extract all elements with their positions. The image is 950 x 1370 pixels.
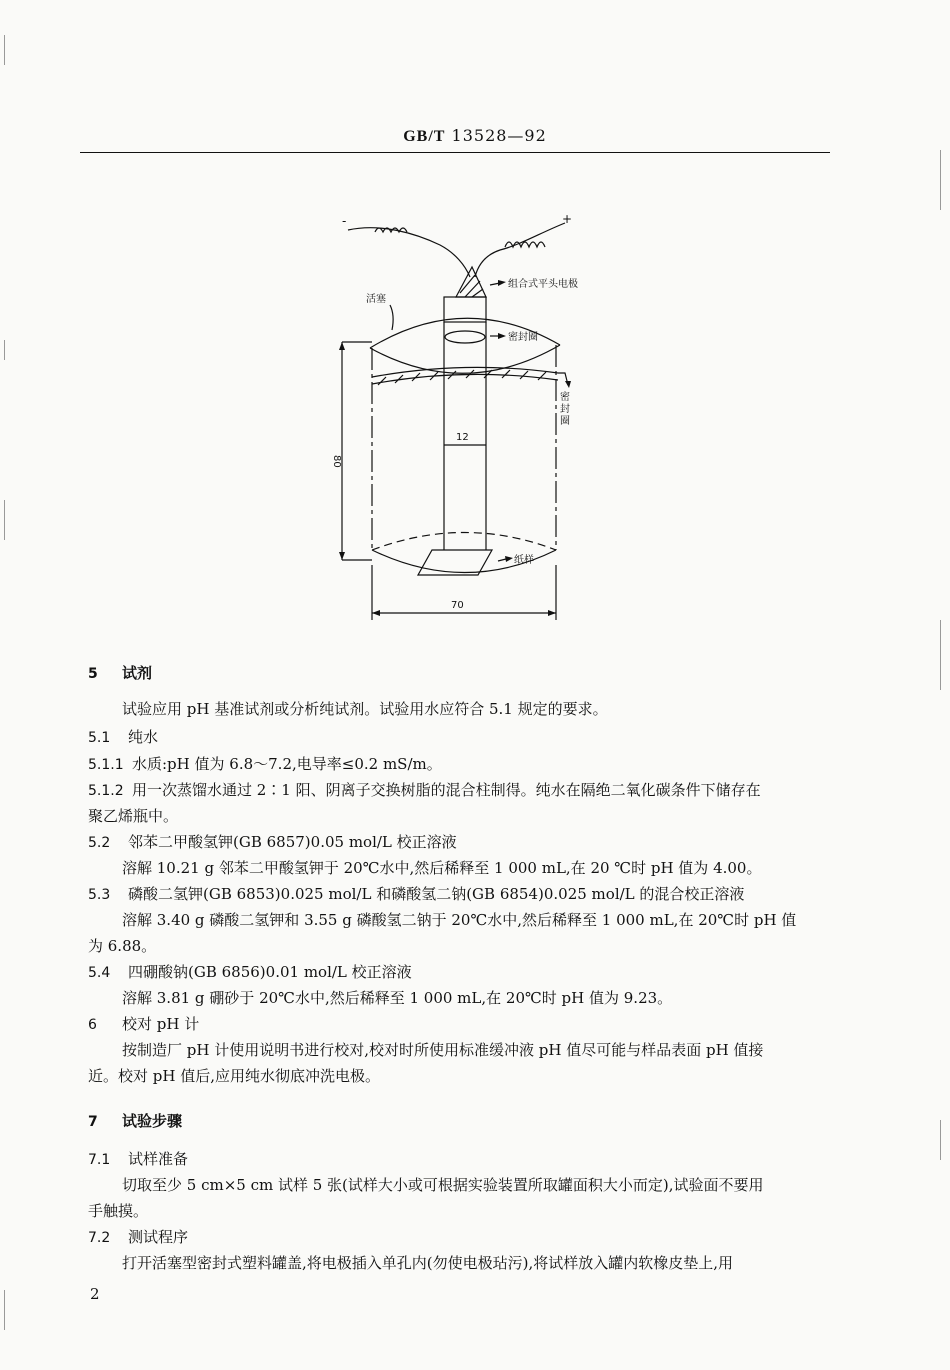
height-dim-label: 80 (331, 455, 342, 468)
subsection-heading (88, 727, 158, 748)
seal-ring-top (445, 331, 485, 343)
scan-mark (4, 500, 5, 540)
electrode-label: 组合式平头电极 (508, 279, 578, 290)
section-title: 纯水 (128, 728, 159, 746)
subsection-heading (88, 1149, 188, 1170)
paragraph: 试验应用 pH 基准试剂或分析纯试剂。试验用水应符合 5.1 规定的要求。 (122, 700, 608, 718)
standard-number: 13528—92 (451, 126, 547, 145)
electrode-dim-label: 12 (456, 432, 469, 443)
width-dim-label: 70 (451, 600, 464, 611)
section-number: 5.2 (88, 835, 111, 851)
paragraph: 溶解 3.81 g 硼砂于 20℃水中,然后稀释至 1 000 mL,在 20℃时 pH 值为 9.23。 (122, 989, 673, 1007)
section-number: 5.1.2 (88, 783, 124, 799)
section-6-heading (88, 1014, 199, 1035)
seal-side-label-2: 封 (560, 404, 570, 415)
scan-mark (4, 1290, 5, 1330)
subsection-heading (88, 884, 744, 905)
section-7-heading (88, 1111, 182, 1132)
section-number: 5 (88, 666, 98, 682)
paragraph: 近。校对 pH 值后,应用纯水彻底冲洗电极。 (88, 1067, 380, 1085)
section-number: 7 (88, 1114, 98, 1130)
seal-top-label: 密封圈 (508, 332, 538, 343)
section-title: 磷酸二氢钾(GB 6853)0.025 mol/L 和磷酸氢二钠(GB 6854)0.025 mol/L 的混合校正溶液 (128, 885, 745, 903)
section-5-heading (88, 663, 152, 684)
positive-wire (475, 223, 565, 277)
paragraph: 手触摸。 (88, 1202, 149, 1220)
paragraph: 为 6.88。 (88, 937, 157, 955)
paragraph: 打开活塞型密封式塑料罐盖,将电极插入单孔内(勿使电极玷污),将试样放入罐内软橡皮垫上,用 (122, 1254, 734, 1272)
apparatus-figure (320, 205, 620, 630)
paragraph: 按制造厂 pH 计使用说明书进行校对,校对时所使用标准缓冲液 pH 值尽可能与样品表面 pH 值接 (122, 1041, 764, 1059)
paragraph: 溶解 10.21 g 邻苯二甲酸氢钾于 20℃水中,然后稀释至 1 000 mL,在 20 ℃时 pH 值为 4.00。 (122, 859, 762, 877)
header-rule (80, 152, 830, 153)
section-title: 试验步骤 (122, 1112, 183, 1130)
subsection-heading (88, 1227, 188, 1248)
section-title: 试样准备 (128, 1150, 189, 1168)
paragraph: 溶解 3.40 g 磷酸二氢钾和 3.55 g 磷酸氢二钠于 20℃水中,然后稀释至 1 000 mL,在 20℃时 pH 值 (122, 911, 797, 929)
section-number: 5.1 (88, 730, 111, 746)
section-number: 5.4 (88, 965, 111, 981)
section-number: 6 (88, 1017, 97, 1033)
scan-mark (4, 35, 5, 65)
subsection-heading (88, 832, 457, 853)
section-number: 7.2 (88, 1230, 111, 1246)
scan-mark (940, 1120, 941, 1160)
standard-prefix: GB/T (403, 128, 446, 145)
clause-text: 用一次蒸馏水通过 2∶1 阳、阴离子交换树脂的混合柱制得。纯水在隔绝二氧化碳条件下储存在 (132, 781, 761, 799)
section-title: 测试程序 (128, 1228, 189, 1246)
section-number: 7.1 (88, 1152, 111, 1168)
section-title: 四硼酸钠(GB 6856)0.01 mol/L 校正溶液 (128, 963, 412, 981)
scan-mark (940, 150, 941, 210)
section-number: 5.3 (88, 887, 111, 903)
section-title: 邻苯二甲酸氢钾(GB 6857)0.05 mol/L 校正溶液 (128, 833, 457, 851)
section-title: 试剂 (122, 664, 153, 682)
section-number: 5.1.1 (88, 757, 124, 773)
section-title: 校对 pH 计 (122, 1015, 200, 1033)
paragraph: 切取至少 5 cm×5 cm 试样 5 张(试样大小或可根据实验装置所取罐面积大小而定),试验面不要用 (122, 1176, 764, 1194)
page-header (0, 126, 950, 146)
subsection-heading (88, 962, 412, 983)
sample-label: 纸样 (514, 555, 534, 566)
stopper-label: 活塞 (366, 294, 386, 305)
clause-5-1-1 (88, 754, 442, 775)
plus-label: + (562, 212, 573, 226)
negative-wire (348, 228, 470, 277)
scan-mark (4, 340, 5, 360)
seal-side-label-3: 圈 (560, 416, 570, 427)
seal-side-label-1: 密 (560, 392, 570, 403)
clause-5-1-2 (88, 780, 761, 801)
scan-mark (940, 620, 941, 690)
clause-text: 水质:pH 值为 6.8～7.2,电导率≤0.2 mS/m。 (132, 755, 442, 773)
page-number: 2 (90, 1285, 100, 1303)
paragraph: 聚乙烯瓶中。 (88, 807, 179, 825)
minus-label: - (342, 214, 347, 228)
